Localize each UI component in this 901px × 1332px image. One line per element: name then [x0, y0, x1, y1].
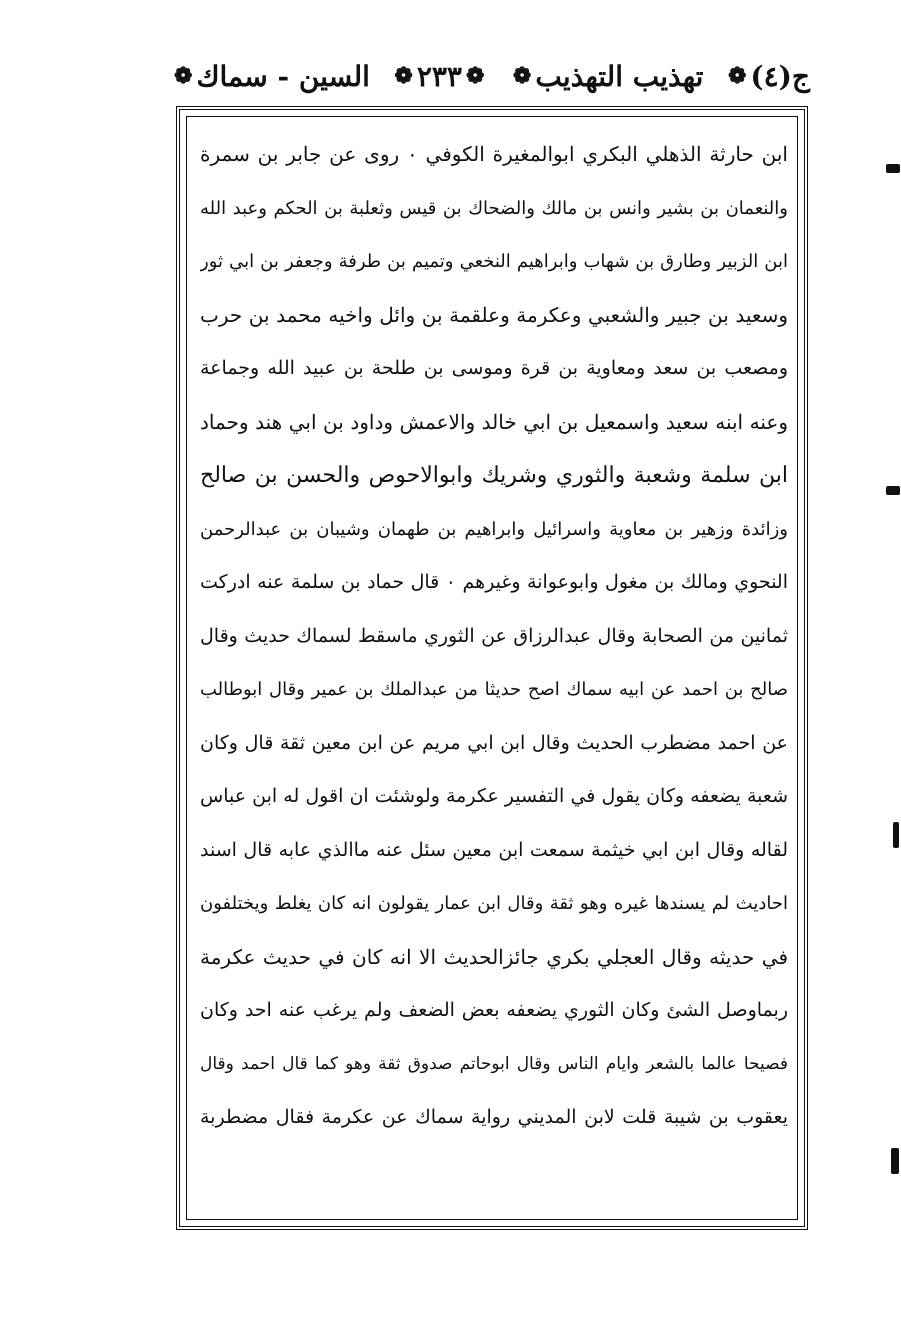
- text-line: فصيحا عالما بالشعر وايام الناس وقال ابوحاتم صدوق ثقة وهو كما قال احمد وقال: [200, 1053, 788, 1074]
- text-line: في حديثه وقال العجلي بكري جائزالحديث الا انه كان في حديث عكرمة: [200, 944, 788, 969]
- text-line: شعبة يضعفه وكان يقول في التفسير عكرمة ولوشئت ان اقول له ابن عباس: [200, 785, 788, 807]
- header-page-number: ٢٣٣: [416, 59, 462, 93]
- page-header: [170, 50, 810, 102]
- ornament-icon: ❁: [394, 63, 413, 89]
- text-line: ثمانين من الصحابة وقال عبدالرزاق عن الثوري ماسقط لسماك حديث وقال: [200, 624, 788, 647]
- margin-mark: [886, 486, 900, 495]
- ornament-icon: ❁: [512, 63, 532, 89]
- text-line: يعقوب بن شيبة قلت لابن المديني رواية سماك عن عكرمة فقال مضطربة: [200, 1106, 788, 1128]
- text-line: عن احمد مضطرب الحديث وقال ابن ابي مريم عن ابن معين ثقة قال وكان: [200, 731, 788, 754]
- text-line: ابن الزبير وطارق بن شهاب وابراهيم النخعي وتميم بن طرفة وجعفر بن ابي ثور: [200, 251, 788, 272]
- header-section: السين - سماك: [196, 59, 370, 93]
- header-book-title: تهذيب التهذيب: [535, 59, 704, 93]
- ornament-icon: ❁: [727, 63, 747, 89]
- ornament-icon: ❁: [174, 63, 193, 89]
- text-line: ومصعب بن سعد ومعاوية بن قرة وموسى بن طلحة بن عبيد الله وجماعة: [200, 357, 788, 379]
- header-book-segment: [509, 60, 704, 93]
- text-line: لقاله وقال ابن ابي خيثمة سمعت ابن معين سئل عنه ماالذي عابه قال اسند: [200, 838, 788, 861]
- margin-mark: [886, 164, 900, 173]
- header-volume-segment: [724, 60, 810, 93]
- text-line: ابن حارثة الذهلي البكري ابوالمغيرة الكوفي ٠ روى عن جابر بن سمرة: [200, 142, 788, 166]
- text-line: وعنه ابنه سعيد واسمعيل بن ابي خالد والاعمش وداود بن ابي هند وحماد: [200, 409, 788, 434]
- header-page-segment: [390, 60, 488, 93]
- text-line: صالح بن احمد عن ابيه سماك اصح حديثا من عبدالملك بن عمير وقال ابوطالب: [200, 679, 788, 700]
- margin-mark: [893, 822, 899, 848]
- text-line: وسعيد بن جبير والشعبي وعكرمة وعلقمة بن وائل واخيه محمد بن حرب: [200, 302, 788, 327]
- margin-mark: [891, 1148, 899, 1174]
- text-line: ابن سلمة وشعبة والثوري وشريك وابوالاحوص والحسن بن صالح: [200, 463, 788, 488]
- text-line: ربماوصل الشئ وكان الثوري يضعفه بعض الضعف ولم يرغب عنه احد وكان: [200, 999, 788, 1021]
- ornament-icon: ❁: [465, 63, 485, 89]
- header-section-segment: [170, 60, 370, 93]
- header-volume: ج(٤): [750, 59, 810, 93]
- text-line: النحوي ومالك بن مغول وابوعوانة وغيرهم ٠ قال حماد بن سلمة عنه ادركت: [200, 571, 788, 593]
- body-text: [200, 128, 788, 1145]
- text-line: والنعمان بن بشير وانس بن مالك والضحاك بن قيس وثعلبة بن الحكم وعبد الله: [200, 197, 788, 219]
- text-line: احاديث لم يسندها غيره وهو ثقة وقال ابن عمار يقولون انه كان يغلط ويختلفون: [200, 893, 788, 914]
- text-line: وزائدة وزهير بن معاوية واسرائيل وابراهيم بن طهمان وشيبان بن عبدالرحمن: [200, 518, 788, 540]
